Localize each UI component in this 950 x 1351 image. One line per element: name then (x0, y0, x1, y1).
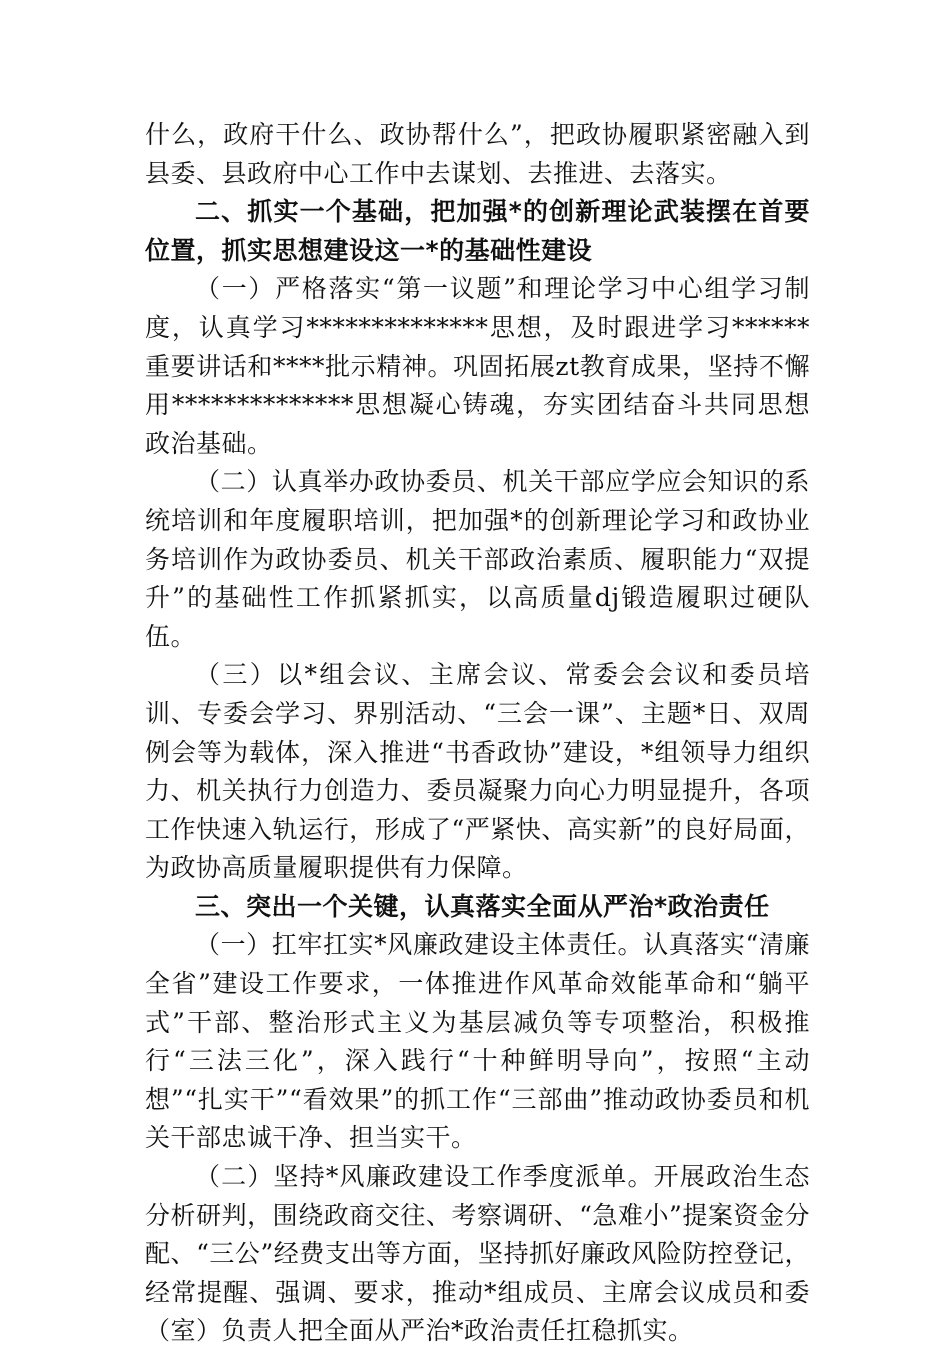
paragraph-2-3: （三）以*组会议、主席会议、常委会会议和委员培训、专委会学习、界别活动、“三会一课”、主题*日、双周例会等为载体，深入推进“书香政协”建设，*组领导力组织力、机关执行力创造力、委员凝聚力向心力明显提升，各项工作快速入轨运行，形成了“严紧快、高实新”的良好局面，为政协高质量履职提供有力保障。 (145, 660, 810, 883)
section-heading-2: 二、抓实一个基础，把加强*的创新理论武装摆在首要位置，抓实思想建设这一*的基础性建设 (145, 197, 810, 265)
paragraph-2-2: （二）认真举办政协委员、机关干部应学应会知识的系统培训和年度履职培训，把加强*的创新理论学习和政协业务培训作为政协委员、机关干部政治素质、履职能力“双提升”的基础性工作抓紧抓实，以高质量dj锻造履职过硬队伍。 (145, 467, 810, 651)
paragraph-2-1: （一）严格落实“第一议题”和理论学习中心组学习制度，认真学习**************思想，及时跟进学习******重要讲话和****批示精神。巩固拓展zt教育成果，坚持不懈用**************思想凝心铸魂，夯实团结奋斗共同思想政治基础。 (145, 274, 810, 458)
paragraph-continuation: 什么，政府干什么、政协帮什么”，把政协履职紧密融入到县委、县政府中心工作中去谋划、去推进、去落实。 (145, 120, 810, 188)
paragraph-3-2: （二）坚持*风廉政建设工作季度派单。开展政治生态分析研判，围绕政商交往、考察调研、“急难小”提案资金分配、“三公”经费支出等方面，坚持抓好廉政风险防控登记，经常提醒、强调、要求，推动*组成员、主席会议成员和委（室）负责人把全面从严治*政治责任扛稳抓实。 (145, 1162, 810, 1346)
paragraph-3-1: （一）扛牢扛实*风廉政建设主体责任。认真落实“清廉全省”建设工作要求，一体推进作风革命效能革命和“躺平式”干部、整治形式主义为基层减负等专项整治，积极推行“三法三化”，深入践行“十种鲜明导向”，按照“主动想”“扎实干”“看效果”的抓工作“三部曲”推动政协委员和机关干部忠诚干净、担当实干。 (145, 930, 810, 1153)
section-heading-3: 三、突出一个关键，认真落实全面从严治*政治责任 (195, 891, 770, 921)
